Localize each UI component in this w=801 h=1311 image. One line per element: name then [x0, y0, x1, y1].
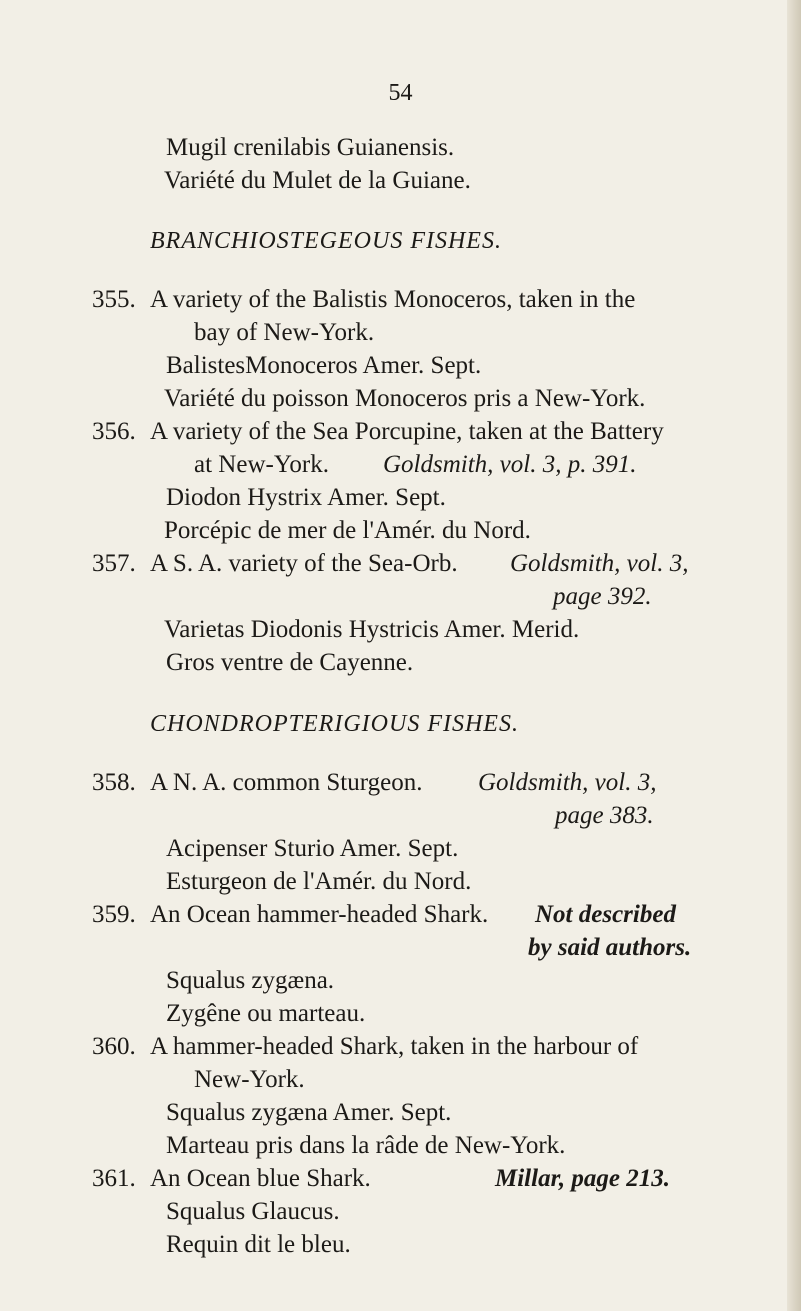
reference: page 383.: [555, 802, 654, 829]
entry-number: 360.: [92, 1033, 136, 1060]
text-line: A N. A. common Sturgeon.: [150, 769, 423, 796]
entry-number: 359.: [92, 901, 136, 928]
entry-number: 358.: [92, 769, 136, 796]
text-line: A variety of the Balistis Monoceros, taken in the: [150, 286, 636, 313]
text-line: An Ocean blue Shark.: [150, 1165, 371, 1192]
text-line: Squalus zygæna Amer. Sept.: [166, 1099, 452, 1126]
text-line: Gros ventre de Cayenne.: [166, 649, 414, 676]
page-number: 54: [388, 80, 413, 106]
reference: by said authors.: [528, 934, 692, 961]
text-line: BalistesMonoceros Amer. Sept.: [166, 352, 482, 379]
entry-number: 361.: [92, 1165, 136, 1192]
section-heading: CHONDROPTERIGIOUS FISHES.: [150, 711, 519, 737]
text-line: Diodon Hystrix Amer. Sept.: [166, 484, 446, 511]
text-line: Varietas Diodonis Hystricis Amer. Merid.: [164, 616, 580, 643]
reference: page 392.: [553, 583, 652, 610]
text-line: Squalus zygæna.: [166, 967, 335, 994]
text-line: A S. A. variety of the Sea-Orb.: [150, 550, 458, 577]
text-line: Porcépic de mer de l'Amér. du Nord.: [164, 517, 531, 544]
text-line: Squalus Glaucus.: [166, 1198, 340, 1225]
text-line: Variété du poisson Monoceros pris a New-York.: [164, 385, 646, 412]
text-line: Esturgeon de l'Amér. du Nord.: [166, 868, 472, 895]
reference: Goldsmith, vol. 3,: [478, 769, 657, 796]
entry-number: 355.: [92, 286, 136, 313]
text-line: at New-York.: [194, 451, 329, 478]
text-line: Zygêne ou marteau.: [166, 1000, 366, 1027]
page-edge: [787, 0, 801, 1311]
section-heading: BRANCHIOSTEGEOUS FISHES.: [150, 228, 502, 254]
text-line: A hammer-headed Shark, taken in the harbour of: [150, 1033, 639, 1060]
text-line: bay of New-York.: [194, 319, 375, 346]
reference: Goldsmith, vol. 3,: [510, 550, 689, 577]
text-line: New-York.: [194, 1066, 305, 1093]
entry-number: 357.: [92, 550, 136, 577]
text-line: Variété du Mulet de la Guiane.: [164, 167, 471, 194]
text-line: Marteau pris dans la râde de New-York.: [166, 1132, 566, 1159]
text-line: An Ocean hammer-headed Shark.: [150, 901, 489, 928]
reference: Millar, page 213.: [495, 1165, 671, 1192]
text-line: Requin dit le bleu.: [166, 1231, 351, 1258]
text-line: A variety of the Sea Porcupine, taken at the Battery: [150, 418, 664, 445]
reference: Goldsmith, vol. 3, p. 391.: [383, 451, 637, 478]
text-line: Mugil crenilabis Guianensis.: [166, 134, 455, 161]
text-line: Acipenser Sturio Amer. Sept.: [166, 835, 459, 862]
reference: Not described: [535, 901, 676, 928]
entry-number: 356.: [92, 418, 136, 445]
